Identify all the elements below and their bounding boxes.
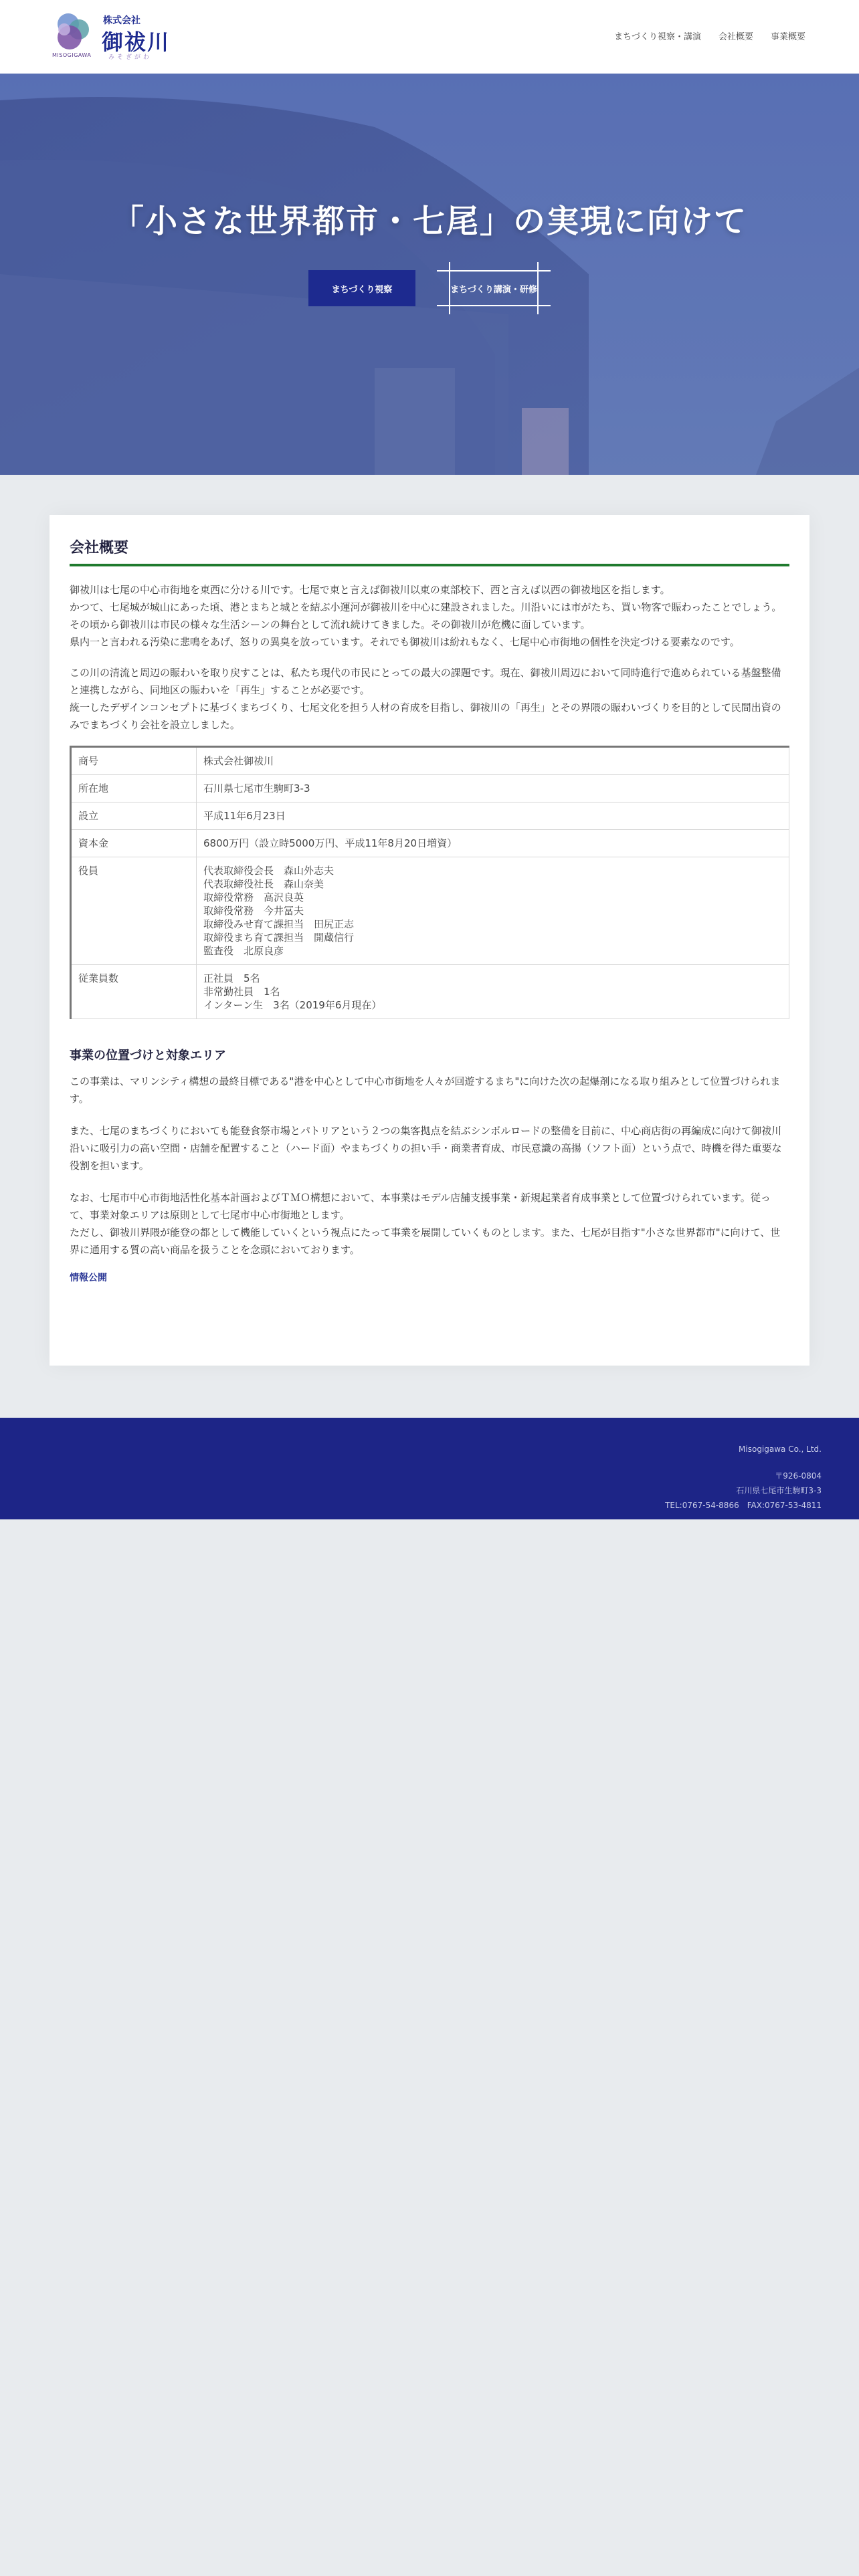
positioning-paragraph: [70, 1189, 789, 1259]
positioning-paragraph: また、七尾のまちづくりにおいても能登食祭市場とパトリアという２つの集客拠点を結ぶシンボルロードの整備を目前に、中心商店街の再編成に向けて御祓川沿いに吸引力の高い空間・店舗を配置すること（ハード面）やまちづくりの担い手・商業者育成、市民意識の高揚（ソフト面）という点で、時機を得た重要な役割を担います。: [70, 1125, 782, 1172]
table-label: 設立: [71, 802, 197, 830]
nav-item-company[interactable]: 会社概要: [718, 32, 753, 42]
table-row: [71, 830, 789, 857]
table-label: 役員: [71, 857, 197, 965]
officer-entry: 代表取締役社長 森山奈美: [203, 878, 324, 890]
paragraph-gap: [70, 651, 789, 664]
officer-entry: 取締役まち育て課担当 開蔵信行: [203, 932, 355, 944]
intro-paragraph: 御祓川は七尾の中心市街地を東西に分ける川です。七尾で東と言えば御祓川以東の東部校下、西と言えば以西の御祓地区を指します。: [70, 584, 670, 596]
officers-list: [197, 857, 789, 965]
intro-paragraph: この川の清流と周辺の賑わいを取り戻すことは、私たち現代の市民にとっての最大の課題です。現在、御祓川周辺において同時進行で進められている基盤整備と連携しながら、同地区の賑わいを「再生」することが必要です。: [70, 667, 781, 696]
table-value: 株式会社御祓川: [197, 747, 789, 775]
site-footer: [0, 1418, 859, 1519]
logo-mark-icon: [50, 9, 98, 58]
officer-entry: 取締役常務 今井冨夫: [203, 905, 304, 917]
intro-text: [70, 581, 789, 734]
table-row: [71, 747, 789, 775]
inspection-button[interactable]: まちづくり視察: [308, 270, 415, 306]
section-title-company-overview: 会社概要: [70, 536, 789, 566]
table-value: 6800万円（設立時5000万円、平成11年8月20日増資）: [197, 830, 789, 857]
table-label: 従業員数: [71, 965, 197, 1019]
table-value: 平成11年6月23日: [197, 802, 789, 830]
company-overview-card: [50, 515, 809, 1366]
positioning-sentence: ただし、御祓川界隈が能登の都として機能していくという視点にたって事業を展開していくものとします。また、七尾が目指す"小さな世界都市"に向けて、世界に通用する質の高い商品を扱うことを念頭においております。: [70, 1226, 781, 1256]
footer-postal-code: 〒926-0804: [775, 1471, 822, 1481]
intro-paragraph: 県内一と言われる汚染に悲鳴をあげ、怒りの異臭を放っています。それでも御祓川は紛れもなく、七尾中心市街地の個性を決定づける要素なのです。: [70, 636, 740, 648]
table-label: 商号: [71, 747, 197, 775]
site-header: [0, 0, 859, 74]
positioning-sentence: なお、七尾市中心市街地活性化基本計画およびＴＭＯ構想において、本事業はモデル店舗支援事業・新規起業者育成事業として位置づけられています。従って、事業対象エリアは原則として七尾市中心市街地とします。: [70, 1192, 771, 1221]
section-title-positioning: 事業の位置づけと対象エリア: [70, 1049, 226, 1063]
officer-entry: 代表取締役会長 森山外志夫: [203, 865, 335, 877]
footer-company-name: Misogigawa Co., Ltd.: [739, 1444, 822, 1454]
logo-english: MISOGIGAWA: [52, 52, 92, 58]
table-label: 資本金: [71, 830, 197, 857]
hero-buttons: [0, 270, 859, 306]
nav-item-inspection[interactable]: まちづくり視察・講演: [614, 32, 701, 42]
main-nav: [614, 29, 805, 42]
footer-contact: TEL:0767-54-8866 FAX:0767-53-4811: [665, 1501, 822, 1510]
employees-list: [197, 965, 789, 1019]
nav-item-business[interactable]: 事業概要: [770, 32, 805, 42]
table-row: [71, 775, 789, 802]
officer-entry: 監査役 北原良彦: [203, 945, 284, 957]
company-profile-table: [70, 746, 789, 1019]
information-disclosure-link[interactable]: 情報公開: [70, 1273, 107, 1283]
table-row: [71, 802, 789, 830]
employee-entry: 正社員 5名: [203, 972, 260, 984]
logo-name: 御祓川: [102, 29, 171, 55]
positioning-paragraph: この事業は、マリンシティ構想の最終目標である"港を中心として中心市街地を人々が回遊するまち"に向けた次の起爆剤になる取り組みとして位置づけられます。: [70, 1075, 781, 1105]
intro-paragraph: かつて、七尾城が城山にあった頃、港とまちと城とを結ぶ小運河が御祓川を中心に建設されました。川沿いには市がたち、買い物客で賑わったことでしょう。: [70, 601, 782, 613]
officer-entry: 取締役常務 高沢良英: [203, 891, 304, 903]
lecture-training-button[interactable]: まちづくり講演・研修: [437, 270, 551, 306]
officer-entry: 取締役みせ育て課担当 田尻正志: [203, 918, 355, 930]
table-row: [71, 965, 789, 1019]
intro-paragraph: その頃から御祓川は市民の様々な生活シーンの舞台として流れ続けてきました。その御祓川が危機に面しています。: [70, 619, 591, 631]
logo-kana: みそぎがわ: [108, 54, 153, 61]
table-value: 石川県七尾市生駒町3-3: [197, 775, 789, 802]
employee-entry: インターン生 3名（2019年6月現在）: [203, 999, 382, 1011]
intro-paragraph: 統一したデザインコンセプトに基づくまちづくり、七尾文化を担う人材の育成を目指し、御祓川の「再生」とその界隈の賑わいづくりを目的として民間出資のみでまちづくり会社を設立しました。: [70, 702, 781, 731]
table-label: 所在地: [71, 775, 197, 802]
footer-company-info: [665, 1442, 822, 1513]
footer-address: 石川県七尾市生駒町3-3: [736, 1486, 822, 1495]
hero-title: 「小さな世界都市・七尾」の実現に向けて: [111, 203, 747, 240]
table-row: [71, 857, 789, 965]
logo-company-type: 株式会社: [103, 15, 140, 26]
employee-entry: 非常勤社員 1名: [203, 986, 280, 998]
site-logo[interactable]: [50, 9, 177, 64]
hero-section: [0, 74, 859, 475]
